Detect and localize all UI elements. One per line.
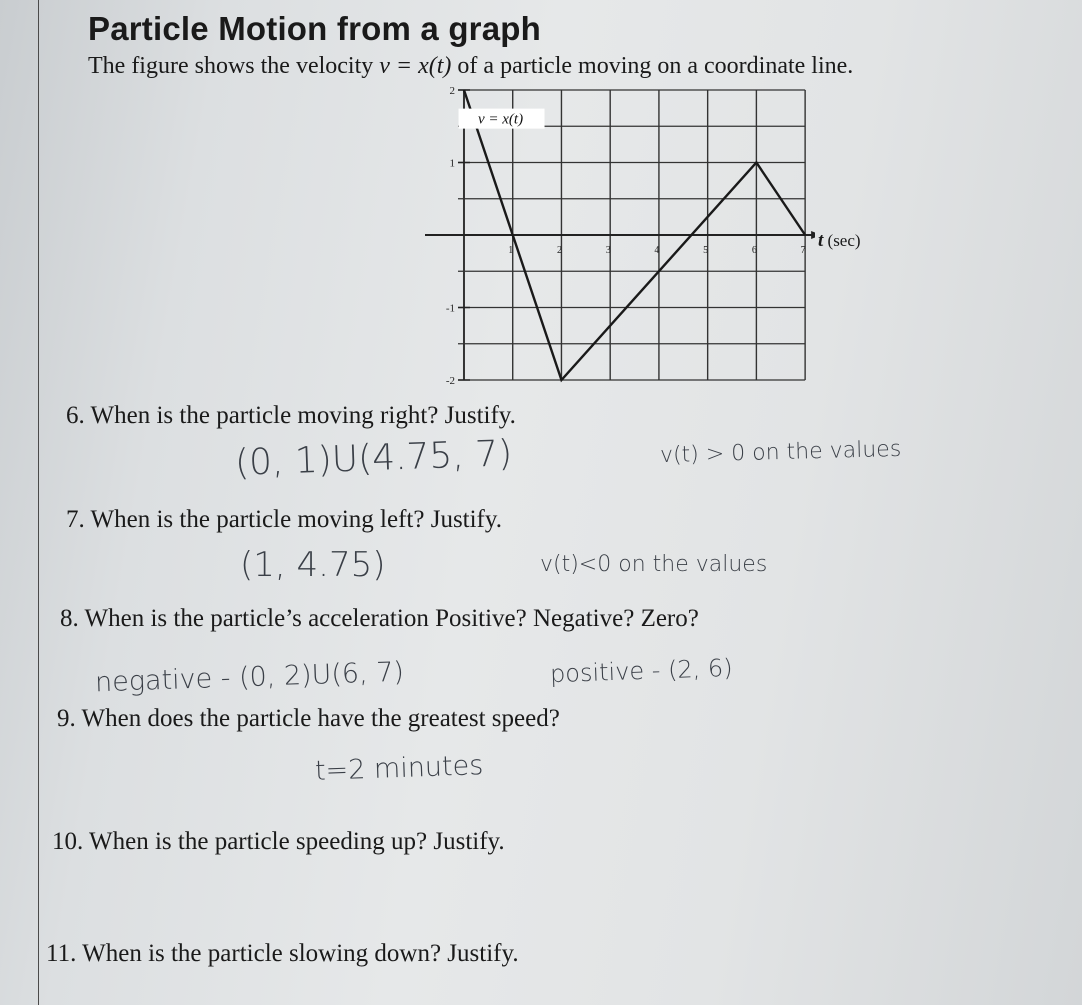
- y-tick-label: 1: [449, 157, 455, 170]
- question-8: 8. When is the particle’s acceleration Positive? Negative? Zero?: [60, 605, 699, 632]
- x-tick-label: 4: [654, 245, 660, 256]
- question-6: 6. When is the particle moving right? Justify.: [66, 402, 516, 429]
- x-axis-variable: t: [818, 230, 824, 251]
- y-tick-label: 2: [449, 85, 455, 97]
- x-tick-label: 1: [508, 245, 514, 256]
- answer-8-positive: positive - (2, 6): [549, 653, 734, 689]
- question-11: 11. When is the particle slowing down? Justify.: [46, 940, 519, 967]
- x-tick-label: 5: [703, 245, 709, 256]
- answer-9: t=2 minutes: [314, 750, 484, 787]
- x-axis-arrow: [811, 231, 815, 239]
- x-tick-label: 7: [800, 245, 806, 256]
- answer-8-negative: negative - (0, 2)U(6, 7): [94, 656, 405, 699]
- legend-label: v = x(t): [477, 111, 524, 128]
- question-10: 10. When is the particle speeding up? Justify.: [52, 828, 505, 855]
- intro-text: [88, 53, 853, 80]
- intro-formula: v = x(t): [379, 53, 452, 79]
- answer-6-interval: (0, 1)U(4.75, 7): [234, 433, 513, 484]
- question-7: 7. When is the particle moving left? Justify.: [66, 506, 503, 533]
- intro-after: of a particle moving on a coordinate line.: [451, 53, 854, 79]
- velocity-chart: [385, 80, 815, 390]
- page-margin-line: [38, 0, 39, 1005]
- x-axis-label: [818, 230, 861, 252]
- x-tick-label: 6: [751, 245, 757, 256]
- intro-before: The figure shows the velocity: [88, 53, 380, 79]
- x-tick-label: 3: [605, 245, 611, 256]
- y-tick-label: -2: [445, 375, 455, 387]
- answer-7-reason: v(t)<0 on the values: [540, 552, 768, 577]
- answer-6-reason: v(t) > 0 on the values: [659, 436, 902, 469]
- x-tick-label: 2: [556, 245, 562, 256]
- answer-7-interval: (1, 4.75): [240, 545, 386, 585]
- x-axis-unit: (sec): [827, 231, 861, 250]
- y-tick-label: -1: [445, 302, 455, 315]
- question-9: 9. When does the particle have the greatest speed?: [57, 705, 560, 732]
- worksheet-title: Particle Motion from a graph: [88, 10, 541, 47]
